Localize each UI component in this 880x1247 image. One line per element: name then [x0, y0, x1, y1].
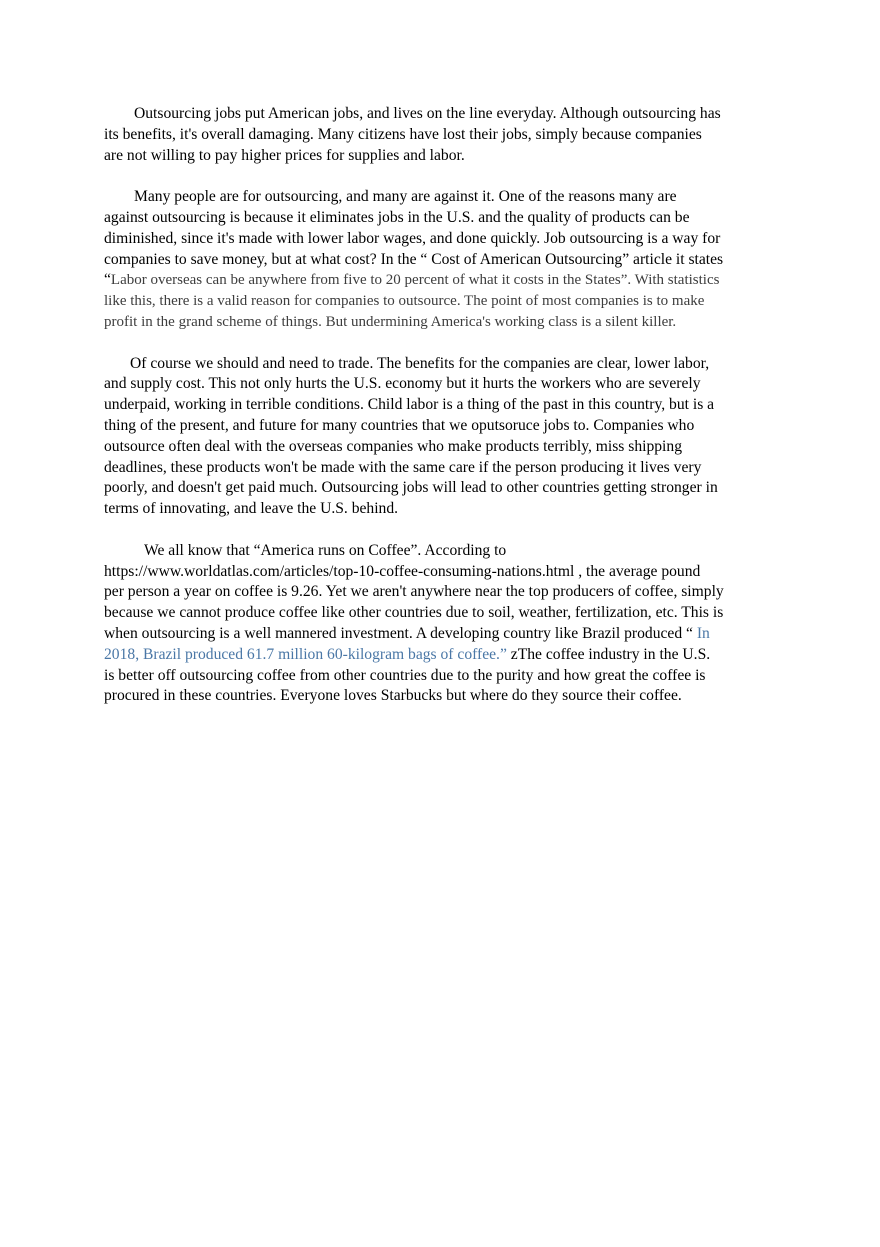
paragraph-3: [104, 354, 724, 520]
paragraph-2: [104, 187, 724, 333]
paragraph-4-text-end: zThe coffee industry in the U.S. is better off outsourcing coffee from other countries due to the purity and how great the coffee is procured in these countries. Everyone loves Starbucks but where do they source their coffee.: [104, 645, 711, 705]
paragraph-1-text: Outsourcing jobs put American jobs, and lives on the line everyday. Although outsourcing has its benefits, it's overall damaging. Many citizens have lost their jobs, simply because companies are not willing to pay higher prices for supplies and labor.: [104, 105, 721, 164]
paragraph-4-quote: In 2018, Brazil produced 61.7 million 60-kilogram bags of coffee.”: [104, 624, 710, 663]
paragraph-4-text: We all know that “America runs on Coffee”. According to https://www.worldatlas.com/articles/top-10-coffee-consuming-nations.html , the average pound per person a year on coffee is 9.26. Yet we aren't anywhere near the top producers of coffee, simply because we cannot produce coffee like other countries due to soil, weather, fertilization, etc. This is when outsourcing is a well mannered investment. A developing country like Brazil produced “: [104, 541, 724, 642]
paragraph-1: [104, 104, 724, 166]
paragraph-2-quote: Labor overseas can be anywhere from five to 20 percent of what it costs in the States”. With statistics like this, there is a valid reason for companies to outsource. The point of most companies is to make profit in the grand scheme of things. But undermining America's working class is a silent killer.: [104, 272, 720, 330]
paragraph-4: [104, 541, 724, 707]
paragraph-3-text: Of course we should and need to trade. The benefits for the companies are clear, lower labor, and supply cost. This not only hurts the U.S. economy but it hurts the workers who are severely underpaid, working in terrible conditions. Child labor is a thing of the past in this country, but is a thing of the present, and future for many countries that we oputsoruce jobs to. Companies who outsource often deal with the overseas companies who make products terribly, miss shipping deadlines, these products won't be made with the same care if the person producing it lives very poorly, and doesn't get paid much. Outsourcing jobs will lead to other countries getting stronger in terms of innovating, and leave the U.S. behind.: [104, 354, 718, 518]
paragraph-2-text: Many people are for outsourcing, and many are against it. One of the reasons many are against outsourcing is because it eliminates jobs in the U.S. and the quality of products can be diminished, since it's made with lower labor wages, and done quickly. Job outsourcing is a way for companies to save money, but at what cost? In the “ Cost of American Outsourcing” article it states “: [104, 188, 724, 289]
document-body: [104, 104, 724, 728]
